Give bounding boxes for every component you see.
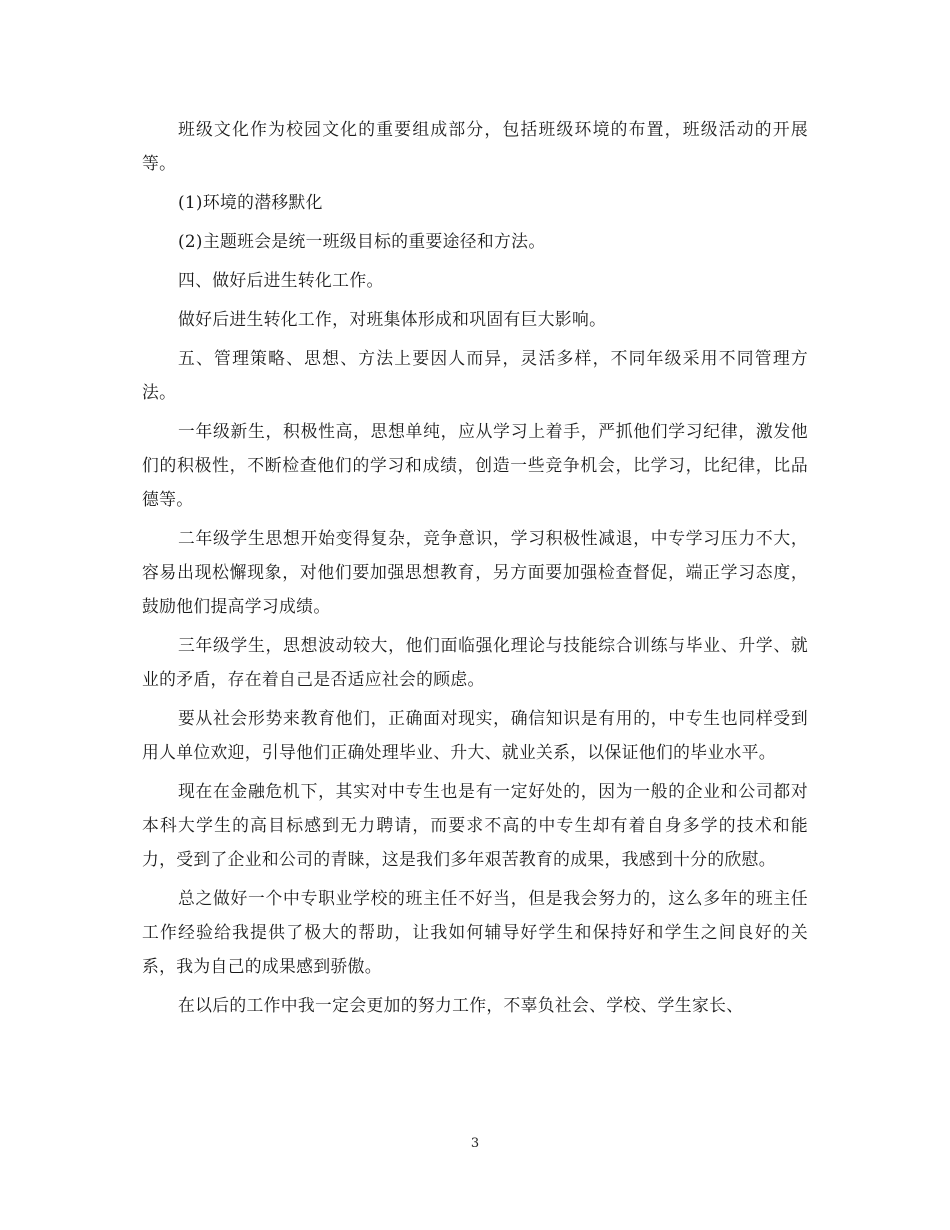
- section-heading: 五、管理策略、思想、方法上要因人而异，灵活多样，不同年级采用不同管理方法。: [142, 348, 808, 402]
- page-number: 3: [470, 1136, 480, 1151]
- paragraph: 一年级新生，积极性高，思想单纯，应从学习上着手，严抓他们学习纪律，激发他们的积极性，不断检查他们的学习和成绩，创造一些竞争机会，比学习，比纪律，比品德等。: [142, 421, 808, 509]
- paragraph: 二年级学生思想开始变得复杂，竞争意识，学习积极性减退，中专学习压力不大，容易出现松懈现象，对他们要加强思想教育，另方面要加强检查督促，端正学习态度，鼓励他们提高学习成绩。: [142, 528, 808, 616]
- paragraph: (1)环境的潜移默化: [178, 192, 323, 212]
- paragraph: 三年级学生，思想波动较大，他们面临强化理论与技能综合训练与毕业、升学、就业的矛盾，存在着自己是否适应社会的顾虑。: [142, 635, 808, 689]
- section-heading: 四、做好后进生转化工作。: [178, 270, 384, 290]
- paragraph: 做好后进生转化工作，对班集体形成和巩固有巨大影响。: [178, 309, 607, 329]
- document-body: [142, 112, 808, 1027]
- paragraph: 班级文化作为校园文化的重要组成部分，包括班级环境的布置，班级活动的开展等。: [142, 119, 808, 173]
- paragraph: 现在在金融危机下，其实对中专生也是有一定好处的，因为一般的企业和公司都对本科大学生的高目标感到无力聘请，而要求不高的中专生却有着自身多学的技术和能力，受到了企业和公司的青睐，这是我们多年艰苦教育的成果，我感到十分的欣慰。: [142, 781, 808, 869]
- paragraph: 总之做好一个中专职业学校的班主任不好当，但是我会努力的，这么多年的班主任工作经验给我提供了极大的帮助，让我如何辅导好学生和保持好和学生之间良好的关系，我为自己的成果感到骄傲。: [142, 888, 808, 976]
- paragraph: 要从社会形势来教育他们，正确面对现实，确信知识是有用的，中专生也同样受到用人单位欢迎，引导他们正确处理毕业、升大、就业关系，以保证他们的毕业水平。: [142, 708, 808, 762]
- paragraph: 在以后的工作中我一定会更加的努力工作，不辜负社会、学校、学生家长、: [178, 995, 744, 1015]
- paragraph: (2)主题班会是统一班级目标的重要途径和方法。: [178, 231, 546, 251]
